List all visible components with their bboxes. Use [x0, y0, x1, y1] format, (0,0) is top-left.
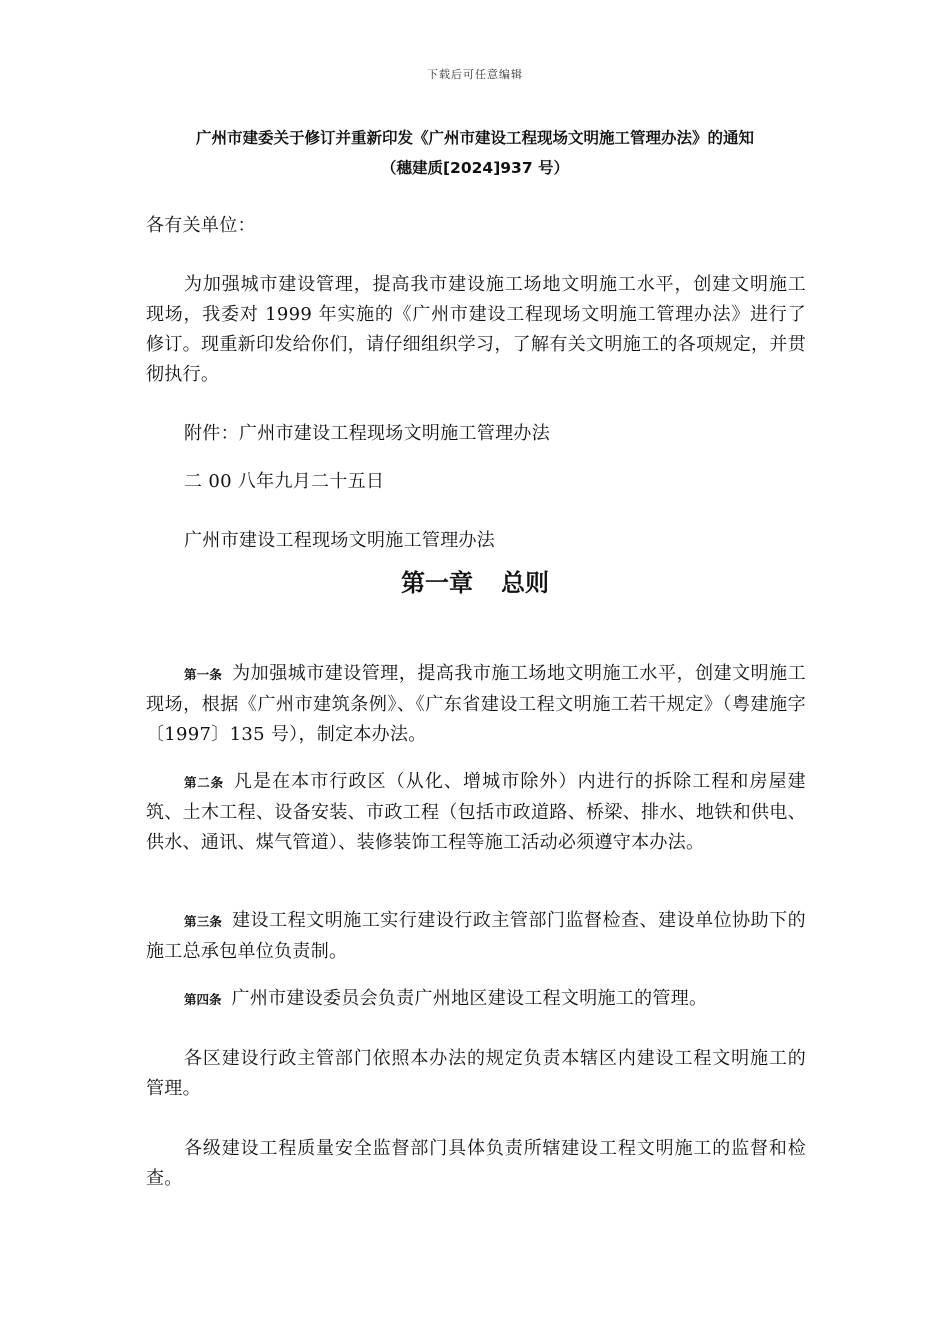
article-label: 第二条 — [184, 775, 224, 790]
article-text: 建设工程文明施工实行建设行政主管部门监督检查、建设单位协助下的施工总承包单位负责制。 — [146, 910, 806, 962]
notice-addressee: 各有关单位： — [146, 215, 256, 236]
regulation-title: 广州市建设工程现场文明施工管理办法 — [184, 530, 496, 551]
notice-body: 为加强城市建设管理，提高我市建设施工场地文明施工水平，创建文明施工现场，我委对 1999 年实施的《广州市建设工程现场文明施工管理办法》进行了修订。现重新印发给你们，请仔细组织学习，了解有关文明施工的各项规定，并贯彻执行。 — [146, 274, 806, 385]
article-2 — [146, 767, 806, 858]
article-text: 广州市建设委员会负责广州地区建设工程文明施工的管理。 — [231, 988, 708, 1009]
watermark-text: 下载后可任意编辑 — [427, 68, 523, 81]
chapter-heading — [0, 563, 950, 603]
article-3 — [146, 906, 806, 967]
chapter-number: 第一章 — [401, 569, 473, 597]
article-label: 第三条 — [184, 914, 223, 929]
paragraph-district-management: 各区建设行政主管部门依照本办法的规定负责本辖区内建设工程文明施工的管理。 — [146, 1048, 806, 1099]
notice-date: 二 00 八年九月二十五日 — [184, 471, 385, 492]
notice-title: 广州市建委关于修订并重新印发《广州市建设工程现场文明施工管理办法》的通知 — [195, 129, 754, 147]
article-text: 为加强城市建设管理，提高我市施工场地文明施工水平，创建文明施工现场，根据《广州市建筑条例》、《广东省建设工程文明施工若干规定》（粤建施字〔1997〕135 号），制定本办法。 — [146, 663, 806, 745]
article-1 — [146, 659, 806, 750]
article-text: 凡是在本市行政区（从化、增城市除外）内进行的拆除工程和房屋建筑、土木工程、设备安装、市政工程（包括市政道路、桥梁、排水、地铁和供电、供水、通讯、煤气管道）、装修装饰工程等施工活动必须遵守本办法。 — [146, 771, 806, 853]
article-label: 第一条 — [184, 667, 223, 682]
article-4 — [146, 984, 806, 1015]
article-label: 第四条 — [184, 992, 222, 1007]
paragraph-supervision: 各级建设工程质量安全监督部门具体负责所辖建设工程文明施工的监督和检查。 — [146, 1138, 806, 1189]
notice-attachment: 附件：广州市建设工程现场文明施工管理办法 — [184, 423, 550, 444]
chapter-title: 总则 — [501, 569, 549, 597]
notice-number: （穗建质[2024]937 号） — [380, 159, 570, 177]
